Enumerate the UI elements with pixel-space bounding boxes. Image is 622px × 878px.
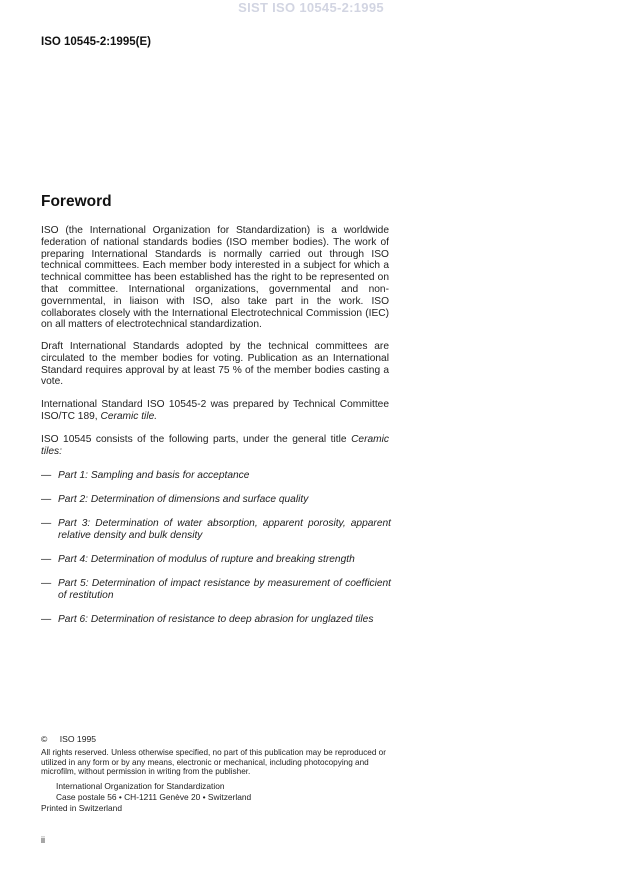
paragraph-4-italic: Ceramic tiles: — [41, 434, 389, 457]
copyright-text: ISO 1995 — [59, 734, 97, 744]
paragraph-4 — [41, 434, 389, 458]
rights-notice: All rights reserved. Unless otherwise specified, no part of this publication may be reproduced or utilized in any form or by any means, electronic or mechanical, including photocopying and microfilm, without permission in writing from the publisher. — [41, 748, 386, 777]
page-number: ii — [41, 835, 45, 845]
list-dash: — — [41, 494, 52, 505]
part-title: Part 6: Determination of resistance to deep abrasion for unglazed tiles — [58, 614, 374, 625]
paragraph-4-text: ISO 10545 consists of the following parts, under the general title — [41, 434, 347, 445]
part-title: Part 4: Determination of modulus of rupture and breaking strength — [58, 554, 355, 565]
list-dash: — — [41, 578, 52, 589]
document-identifier: ISO 10545-2:1995(E) — [41, 36, 151, 48]
paragraph-1: ISO (the International Organization for Standardization) is a worldwide federation of national standards bodies (ISO member bodies). The work of preparing International Standards is normally carried out through ISO technical committees. Each member body interested in a subject for which a technical committee has been established has the right to be represented on that committee. International organizations, governmental and non-governmental, in liaison with ISO, also take part in the work. ISO collaborates closely with the International Electrotechnical Commission (IEC) on all matters of electrotechnical standardization. — [41, 225, 389, 331]
list-dash: — — [41, 518, 52, 529]
paragraph-2: Draft International Standards adopted by the technical committees are circulated to the member bodies for voting. Publication as an International Standard requires approval by at least 75 % of the member bodies casting a vote. — [41, 341, 389, 388]
paragraph-3-text: International Standard ISO 10545-2 was prepared by Technical Committee ISO/TC 189, — [41, 399, 389, 422]
part-list-item — [41, 494, 391, 506]
watermark: SIST ISO 10545-2:1995 — [238, 0, 384, 15]
part-title: Part 5: Determination of impact resistance by measurement of coefficient of restitution — [58, 578, 391, 601]
list-dash: — — [41, 554, 52, 565]
part-title: Part 2: Determination of dimensions and surface quality — [58, 494, 309, 505]
copyright-line — [41, 734, 96, 744]
publisher-address — [56, 781, 251, 802]
paragraph-3 — [41, 399, 389, 423]
section-heading: Foreword — [41, 193, 112, 210]
part-list-item — [41, 470, 391, 482]
printed-location: Printed in Switzerland — [41, 803, 122, 813]
copyright-symbol: © — [41, 734, 48, 744]
part-list-item — [41, 578, 391, 602]
list-dash: — — [41, 470, 52, 481]
part-list-item — [41, 554, 391, 566]
paragraph-3-italic: Ceramic tile. — [100, 410, 158, 422]
part-title: Part 1: Sampling and basis for acceptance — [58, 470, 250, 481]
address-line-1: International Organization for Standardization — [56, 781, 225, 791]
part-list-item — [41, 518, 391, 542]
part-list-item — [41, 614, 391, 626]
part-title: Part 3: Determination of water absorption, apparent porosity, apparent relative density and bulk density — [58, 518, 391, 541]
list-dash: — — [41, 614, 52, 625]
address-line-2: Case postale 56 • CH-1211 Genève 20 • Switzerland — [56, 791, 252, 802]
